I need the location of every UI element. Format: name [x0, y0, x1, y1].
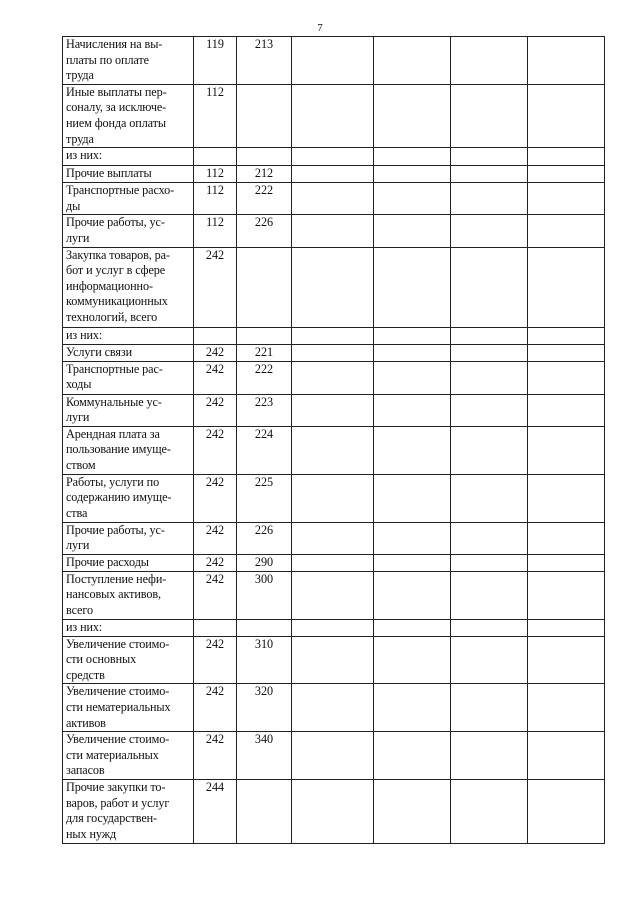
empty-cell	[292, 247, 374, 327]
empty-cell	[451, 148, 528, 166]
row-code-kosgu	[237, 148, 292, 166]
table-row	[63, 554, 605, 571]
row-name: Увеличение стоимо- сти нематериальных активов	[63, 684, 194, 732]
empty-cell	[528, 361, 605, 394]
row-name: Иные выплаты пер- соналу, за исключе- нием фонда оплаты труда	[63, 84, 194, 147]
empty-cell	[292, 684, 374, 732]
empty-cell	[292, 571, 374, 619]
row-code-kvr: 242	[194, 394, 237, 426]
empty-cell	[292, 636, 374, 684]
empty-cell	[528, 554, 605, 571]
empty-cell	[528, 215, 605, 247]
empty-cell	[528, 183, 605, 215]
empty-cell	[292, 327, 374, 344]
row-name: Увеличение стоимо- сти материальных запасов	[63, 732, 194, 780]
empty-cell	[374, 84, 451, 147]
table-row	[63, 183, 605, 215]
empty-cell	[528, 37, 605, 85]
row-code-kosgu	[237, 327, 292, 344]
row-code-kosgu: 212	[237, 166, 292, 183]
empty-cell	[528, 344, 605, 361]
empty-cell	[528, 247, 605, 327]
table-row	[63, 732, 605, 780]
row-code-kosgu	[237, 247, 292, 327]
empty-cell	[374, 522, 451, 554]
empty-cell	[528, 636, 605, 684]
row-code-kosgu: 300	[237, 571, 292, 619]
empty-cell	[292, 344, 374, 361]
table-row	[63, 84, 605, 147]
empty-cell	[374, 361, 451, 394]
row-code-kvr: 112	[194, 84, 237, 147]
empty-cell	[292, 474, 374, 522]
table-row	[63, 394, 605, 426]
row-name: Прочие работы, ус- луги	[63, 522, 194, 554]
empty-cell	[292, 148, 374, 166]
table-row	[63, 344, 605, 361]
table-row	[63, 247, 605, 327]
page-number: 7	[317, 22, 323, 34]
empty-cell	[451, 636, 528, 684]
row-code-kosgu: 222	[237, 361, 292, 394]
row-name: Работы, услуги по содержанию имуще- ства	[63, 474, 194, 522]
row-code-kvr: 242	[194, 636, 237, 684]
row-name: из них:	[63, 327, 194, 344]
row-code-kosgu: 222	[237, 183, 292, 215]
table-row	[63, 166, 605, 183]
table-row	[63, 684, 605, 732]
table-row	[63, 571, 605, 619]
row-code-kvr	[194, 327, 237, 344]
row-code-kosgu	[237, 84, 292, 147]
row-code-kvr	[194, 148, 237, 166]
row-code-kvr: 242	[194, 361, 237, 394]
row-code-kvr: 242	[194, 426, 237, 474]
row-name: Услуги связи	[63, 344, 194, 361]
table-row	[63, 636, 605, 684]
empty-cell	[528, 571, 605, 619]
row-name: Коммунальные ус- луги	[63, 394, 194, 426]
row-code-kosgu: 320	[237, 684, 292, 732]
empty-cell	[374, 183, 451, 215]
table-row	[63, 426, 605, 474]
budget-table	[62, 36, 605, 844]
empty-cell	[292, 732, 374, 780]
empty-cell	[451, 619, 528, 636]
empty-cell	[451, 426, 528, 474]
row-name: из них:	[63, 619, 194, 636]
empty-cell	[292, 522, 374, 554]
empty-cell	[528, 148, 605, 166]
table-row	[63, 148, 605, 166]
empty-cell	[292, 780, 374, 844]
empty-cell	[374, 554, 451, 571]
empty-cell	[374, 37, 451, 85]
row-code-kosgu	[237, 619, 292, 636]
row-name: Прочие выплаты	[63, 166, 194, 183]
empty-cell	[374, 619, 451, 636]
empty-cell	[292, 554, 374, 571]
row-code-kvr: 112	[194, 215, 237, 247]
empty-cell	[374, 780, 451, 844]
empty-cell	[528, 166, 605, 183]
table-row	[63, 619, 605, 636]
empty-cell	[451, 732, 528, 780]
row-code-kvr: 242	[194, 732, 237, 780]
empty-cell	[374, 327, 451, 344]
empty-cell	[451, 84, 528, 147]
empty-cell	[292, 426, 374, 474]
row-code-kosgu: 224	[237, 426, 292, 474]
empty-cell	[451, 474, 528, 522]
empty-cell	[451, 327, 528, 344]
empty-cell	[292, 394, 374, 426]
table-row	[63, 37, 605, 85]
empty-cell	[451, 247, 528, 327]
empty-cell	[374, 166, 451, 183]
row-code-kosgu	[237, 780, 292, 844]
empty-cell	[528, 684, 605, 732]
row-code-kvr: 244	[194, 780, 237, 844]
row-code-kvr: 242	[194, 522, 237, 554]
row-name: Арендная плата за пользование имуще- ством	[63, 426, 194, 474]
empty-cell	[292, 619, 374, 636]
empty-cell	[374, 148, 451, 166]
empty-cell	[374, 394, 451, 426]
row-code-kvr: 112	[194, 183, 237, 215]
row-code-kosgu: 226	[237, 215, 292, 247]
empty-cell	[528, 394, 605, 426]
row-name: Прочие закупки то- варов, работ и услуг для государствен- ных нужд	[63, 780, 194, 844]
row-code-kvr: 242	[194, 247, 237, 327]
row-code-kvr: 242	[194, 344, 237, 361]
empty-cell	[374, 426, 451, 474]
empty-cell	[451, 554, 528, 571]
table-row	[63, 361, 605, 394]
row-code-kvr: 242	[194, 474, 237, 522]
empty-cell	[374, 247, 451, 327]
empty-cell	[451, 166, 528, 183]
empty-cell	[528, 619, 605, 636]
row-code-kosgu: 213	[237, 37, 292, 85]
empty-cell	[451, 183, 528, 215]
empty-cell	[374, 571, 451, 619]
empty-cell	[374, 732, 451, 780]
empty-cell	[451, 780, 528, 844]
empty-cell	[528, 474, 605, 522]
empty-cell	[451, 684, 528, 732]
empty-cell	[451, 344, 528, 361]
row-code-kvr: 112	[194, 166, 237, 183]
empty-cell	[528, 84, 605, 147]
row-code-kvr	[194, 619, 237, 636]
row-code-kosgu: 226	[237, 522, 292, 554]
empty-cell	[528, 327, 605, 344]
empty-cell	[374, 636, 451, 684]
empty-cell	[374, 684, 451, 732]
row-code-kvr: 242	[194, 571, 237, 619]
row-code-kvr: 119	[194, 37, 237, 85]
empty-cell	[451, 215, 528, 247]
table-row	[63, 780, 605, 844]
row-name: Увеличение стоимо- сти основных средств	[63, 636, 194, 684]
empty-cell	[528, 426, 605, 474]
empty-cell	[374, 215, 451, 247]
table-row	[63, 474, 605, 522]
row-code-kosgu: 340	[237, 732, 292, 780]
table-row	[63, 522, 605, 554]
row-name: из них:	[63, 148, 194, 166]
row-code-kvr: 242	[194, 684, 237, 732]
empty-cell	[292, 361, 374, 394]
row-name: Поступление нефи- нансовых активов, всего	[63, 571, 194, 619]
empty-cell	[374, 344, 451, 361]
empty-cell	[374, 474, 451, 522]
empty-cell	[528, 522, 605, 554]
row-code-kosgu: 223	[237, 394, 292, 426]
empty-cell	[451, 394, 528, 426]
empty-cell	[451, 522, 528, 554]
table-row	[63, 327, 605, 344]
table-row	[63, 215, 605, 247]
empty-cell	[292, 215, 374, 247]
empty-cell	[292, 183, 374, 215]
row-name: Прочие расходы	[63, 554, 194, 571]
empty-cell	[528, 732, 605, 780]
row-name: Прочие работы, ус- луги	[63, 215, 194, 247]
empty-cell	[292, 37, 374, 85]
empty-cell	[451, 361, 528, 394]
row-code-kosgu: 225	[237, 474, 292, 522]
row-code-kosgu: 310	[237, 636, 292, 684]
row-name: Транспортные расхо- ды	[63, 183, 194, 215]
row-code-kvr: 242	[194, 554, 237, 571]
row-name: Закупка товаров, ра- бот и услуг в сфере информационно- коммуникационных технологий, всего	[63, 247, 194, 327]
empty-cell	[528, 780, 605, 844]
row-name: Начисления на вы- платы по оплате труда	[63, 37, 194, 85]
row-code-kosgu: 290	[237, 554, 292, 571]
empty-cell	[451, 571, 528, 619]
empty-cell	[292, 84, 374, 147]
row-name: Транспортные рас- ходы	[63, 361, 194, 394]
empty-cell	[451, 37, 528, 85]
empty-cell	[292, 166, 374, 183]
row-code-kosgu: 221	[237, 344, 292, 361]
